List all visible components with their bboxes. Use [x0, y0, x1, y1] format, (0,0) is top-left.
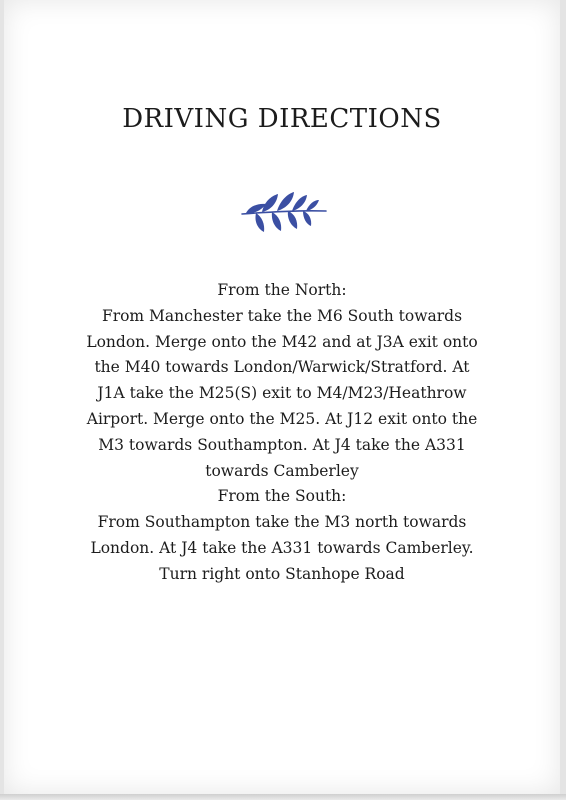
leaf-sprig-icon	[240, 186, 328, 236]
card-edge-shadow	[0, 794, 566, 800]
south-heading: From the South:	[217, 487, 347, 506]
page-title: DRIVING DIRECTIONS	[122, 104, 442, 134]
north-directions: From Manchester take the M6 South towards London. Merge onto the M42 and at J3A exit onto the M40 towards London/Warwick/Stratford. At J1A take the M25(S) exit to M4/M23/Heathrow Airport. Merge onto the M25. At J12 exit onto the M3 towards Southampton. At J4 take the A331 towards Camberley	[86, 306, 478, 480]
directions-text	[84, 278, 480, 588]
south-directions: From Southampton take the M3 north towards London. At J4 take the A331 towards Camberley. Turn right onto Stanhope Road	[90, 513, 474, 583]
north-heading: From the North:	[217, 281, 347, 299]
directions-card	[4, 0, 560, 794]
